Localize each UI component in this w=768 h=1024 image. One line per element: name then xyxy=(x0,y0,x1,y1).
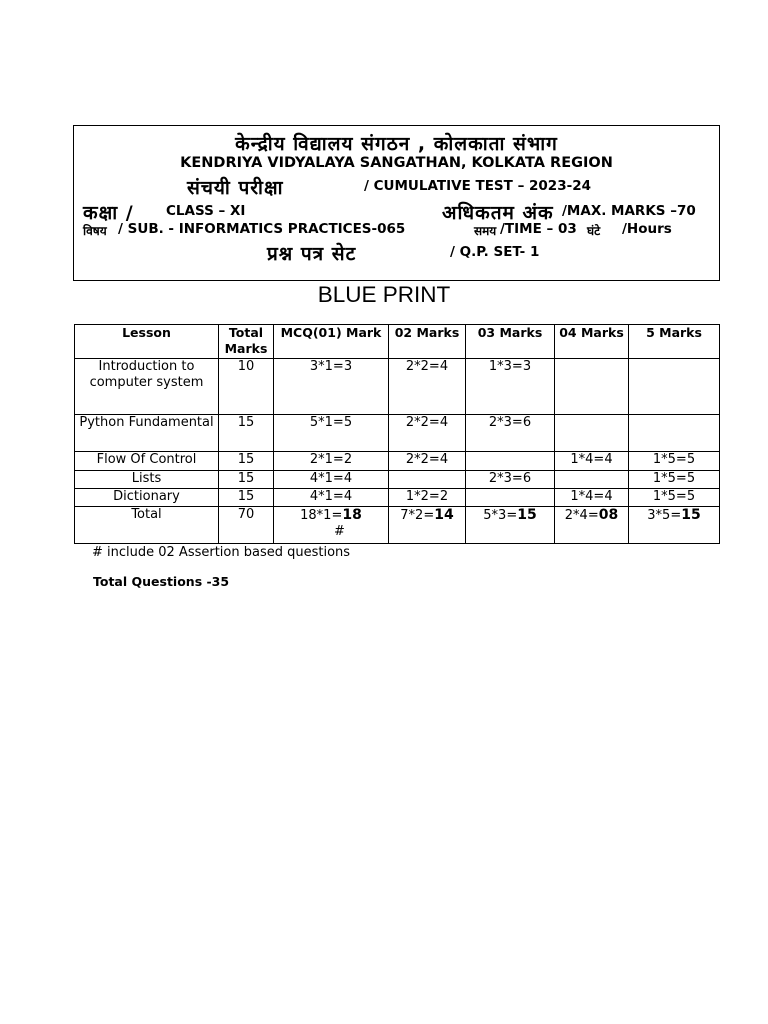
column-header: Lesson xyxy=(75,325,219,359)
total-02-marks-cell xyxy=(389,507,466,544)
total-03-value: 15 xyxy=(517,507,537,523)
total-mcq-prefix: 18*1= xyxy=(300,508,343,523)
table-cell: 2*2=4 xyxy=(389,359,466,415)
hours-label: /Hours xyxy=(622,221,672,237)
table-cell: 3*1=3 xyxy=(274,359,389,415)
table-cell xyxy=(389,471,466,489)
table-row xyxy=(75,489,720,507)
test-name: / CUMULATIVE TEST – 2023-24 xyxy=(364,178,591,194)
table-cell xyxy=(629,415,720,452)
total-questions: Total Questions -35 xyxy=(93,574,230,589)
table-header-row xyxy=(75,325,720,359)
lesson-cell: Lists xyxy=(75,471,219,489)
table-cell: 15 xyxy=(219,489,274,507)
total-mcq-value-line xyxy=(276,507,386,524)
lesson-cell: Dictionary xyxy=(75,489,219,507)
table-cell: 4*1=4 xyxy=(274,471,389,489)
table-cell: 1*4=4 xyxy=(555,489,629,507)
table-cell xyxy=(555,359,629,415)
table-row xyxy=(75,359,720,415)
assertion-note: # include 02 Assertion based questions xyxy=(92,545,351,560)
total-04-value: 08 xyxy=(598,507,619,523)
table-cell: 1*5=5 xyxy=(629,452,720,471)
total-mcq-note: # xyxy=(334,524,345,539)
table-cell: 4*1=4 xyxy=(274,489,389,507)
total-row xyxy=(75,507,720,544)
organisation-name-hindi: केन्द्रीय विद्यालय संगठन , कोलकाता संभाग xyxy=(235,133,558,155)
total-04-marks-cell xyxy=(555,507,629,544)
lesson-cell: Python Fundamental xyxy=(75,415,219,452)
table-cell: 1*2=2 xyxy=(389,489,466,507)
total-02-prefix: 7*2= xyxy=(400,508,435,523)
column-header: Total Marks xyxy=(219,325,274,359)
column-header: 02 Marks xyxy=(389,325,466,359)
subject-label: / SUB. - INFORMATICS PRACTICES-065 xyxy=(118,221,406,237)
table-cell: 2*3=6 xyxy=(466,415,555,452)
test-name-hindi: संचयी परीक्षा xyxy=(187,177,284,199)
table-cell: 15 xyxy=(219,415,274,452)
table-cell: 2*2=4 xyxy=(389,415,466,452)
organisation-name: KENDRIYA VIDYALAYA SANGATHAN, KOLKATA REGION xyxy=(180,155,613,171)
qp-set-label: / Q.P. SET- 1 xyxy=(450,244,540,260)
total-03-marks-cell xyxy=(466,507,555,544)
qp-set-label-hindi: प्रश्न पत्र सेट xyxy=(267,243,357,265)
total-03-prefix: 5*3= xyxy=(483,508,518,523)
table-row xyxy=(75,415,720,452)
table-cell: 1*3=3 xyxy=(466,359,555,415)
total-mcq-value: 18 xyxy=(342,507,362,523)
class-label: CLASS – XI xyxy=(166,203,246,219)
lesson-cell: Flow Of Control xyxy=(75,452,219,471)
column-header: MCQ(01) Mark xyxy=(274,325,389,359)
table-cell: 1*4=4 xyxy=(555,452,629,471)
exam-header xyxy=(73,125,720,281)
page-title: BLUE PRINT xyxy=(317,282,451,307)
total-mcq-cell xyxy=(274,507,389,544)
class-label-hindi: कक्षा / xyxy=(83,202,134,224)
table-cell: 10 xyxy=(219,359,274,415)
table-row xyxy=(75,452,720,471)
total-05-prefix: 3*5= xyxy=(647,508,682,523)
column-header: 03 Marks xyxy=(466,325,555,359)
table-cell xyxy=(555,471,629,489)
max-marks-label: /MAX. MARKS –70 xyxy=(562,203,696,219)
table-cell: 15 xyxy=(219,452,274,471)
table-cell xyxy=(555,415,629,452)
table-cell: 2*1=2 xyxy=(274,452,389,471)
time-label: /TIME – 03 xyxy=(500,221,577,237)
blueprint-table xyxy=(74,324,720,544)
table-cell: 15 xyxy=(219,471,274,489)
column-header: 5 Marks xyxy=(629,325,720,359)
total-05-value: 15 xyxy=(681,507,701,523)
time-label-hindi: समय xyxy=(474,224,497,238)
table-cell: 5*1=5 xyxy=(274,415,389,452)
table-row xyxy=(75,471,720,489)
max-marks-label-hindi: अधिकतम अंक xyxy=(442,202,554,224)
lesson-cell: Introduction to computer system xyxy=(75,359,219,415)
total-marks: 70 xyxy=(219,507,274,544)
table-cell xyxy=(466,489,555,507)
column-header: 04 Marks xyxy=(555,325,629,359)
table-cell: 1*5=5 xyxy=(629,489,720,507)
table-cell: 1*5=5 xyxy=(629,471,720,489)
total-02-value: 14 xyxy=(434,507,454,523)
table-cell xyxy=(629,359,720,415)
total-04-prefix: 2*4= xyxy=(564,508,599,523)
total-label: Total xyxy=(75,507,219,544)
subject-label-hindi: विषय xyxy=(83,224,107,238)
table-cell: 2*3=6 xyxy=(466,471,555,489)
table-cell: 2*2=4 xyxy=(389,452,466,471)
hours-label-hindi: घंटे xyxy=(587,224,601,238)
table-cell xyxy=(466,452,555,471)
total-05-marks-cell xyxy=(629,507,720,544)
